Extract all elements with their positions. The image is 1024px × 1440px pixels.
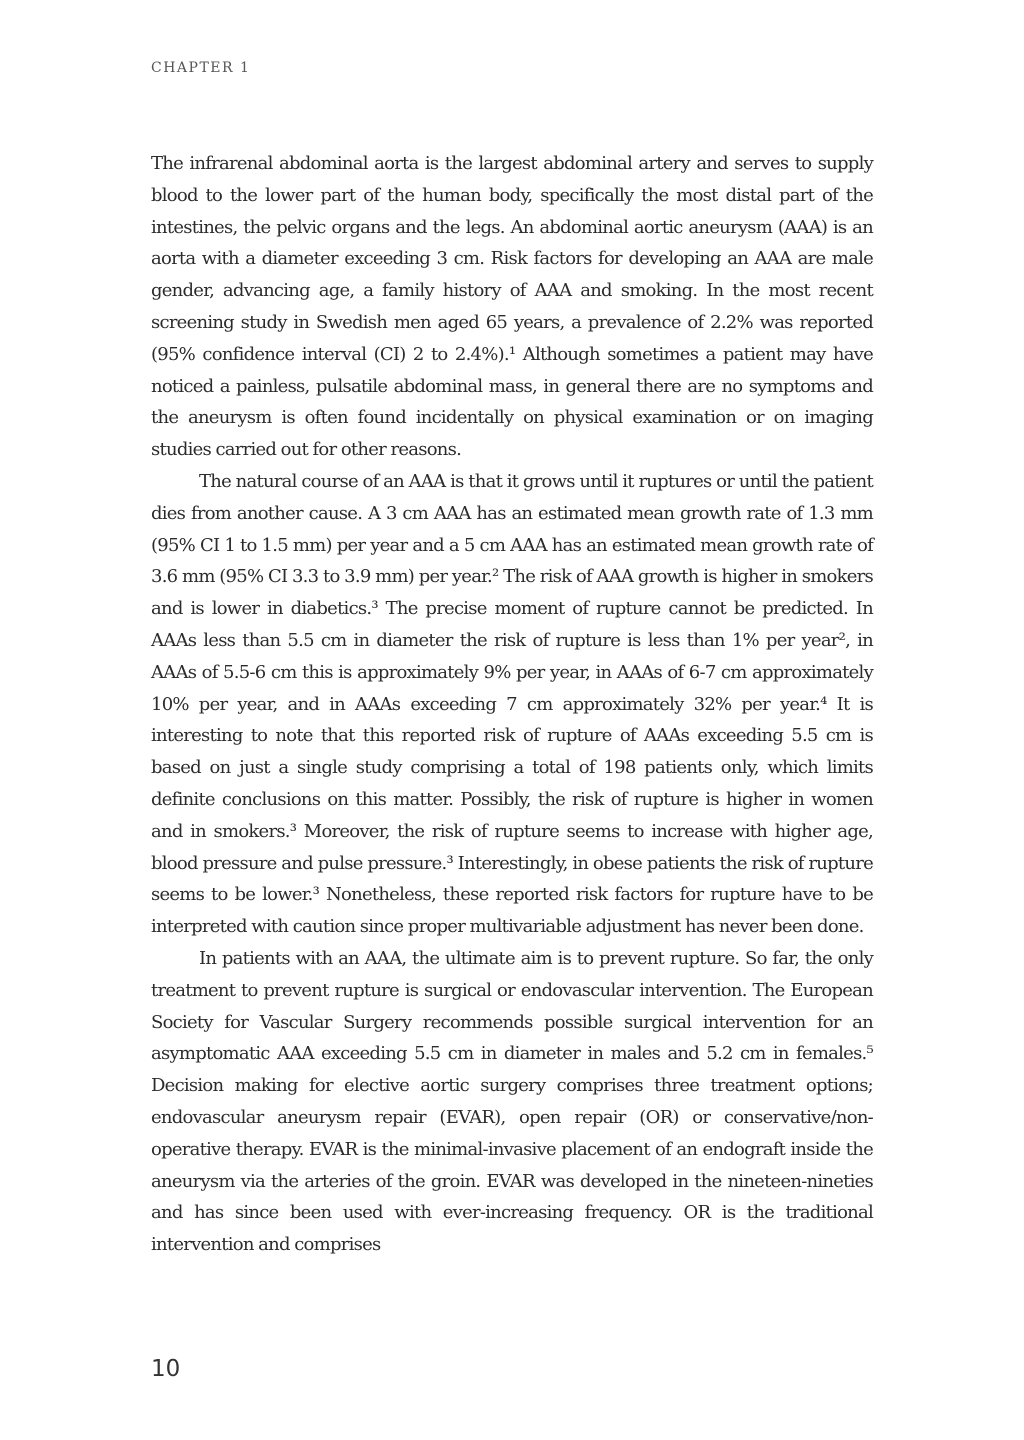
paragraph-1: The infrarenal abdominal aorta is the largest abdominal artery and serves to supply blood to the lower part of the human body, specifically the most distal part of the intestines, the pelvic organs and the legs. An abdominal aortic aneurysm (AAA) is an aorta with a diameter exceeding 3 cm. Risk factors for developing an AAA are male gender, advancing age, a family history of AAA and smoking. In the most recent screening study in Swedish men aged 65 years, a prevalence of 2.2% was reported (95% confidence interval (CI) 2 to 2.4%).¹ Although sometimes a patient may have noticed a painless, pulsatile abdominal mass, in general there are no symptoms and the aneurysm is often found incidentally on physical examination or on imaging studies carried out for other reasons. [151,153,873,461]
running-head: CHAPTER 1 [151,60,251,76]
body-text [151,148,873,1261]
paragraph-2: The natural course of an AAA is that it grows until it ruptures or until the patient dies from another cause. A 3 cm AAA has an estimated mean growth rate of 1.3 mm (95% CI 1 to 1.5 mm) per year and a 5 cm AAA has an estimated mean growth rate of 3.6 mm (95% CI 3.3 to 3.9 mm) per year.² The risk of AAA growth is higher in smokers and is lower in diabetics.³ The precise moment of rupture cannot be predicted. In AAAs less than 5.5 cm in diameter the risk of rupture is less than 1% per year², in AAAs of 5.5-6 cm this is approximately 9% per year, in AAAs of 6-7 cm approximately 10% per year, and in AAAs exceeding 7 cm approximately 32% per year.⁴ It is interesting to note that this reported risk of rupture of AAAs exceeding 5.5 cm is based on just a single study comprising a total of 198 patients only, which limits definite conclusions on this matter. Possibly, the risk of rupture is higher in women and in smokers.³ Moreover, the risk of rupture seems to increase with higher age, blood pressure and pulse pressure.³ Interestingly, in obese patients the risk of rupture seems to be lower.³ Nonetheless, these reported risk factors for rupture have to be interpreted with caution since proper multivariable adjustment has never been done. [151,470,873,938]
page-number: 10 [151,1356,181,1382]
paragraph-3: In patients with an AAA, the ultimate aim is to prevent rupture. So far, the only treatment to prevent rupture is surgical or endovascular intervention. The European Society for Vascular Surgery recommends possible surgical intervention for an asymptomatic AAA exceeding 5.5 cm in diameter in males and 5.2 cm in females.⁵ Decision making for elective aortic surgery comprises three treatment options; endovascular aneurysm repair (EVAR), open repair (OR) or conservative/non-operative therapy. EVAR is the minimal-invasive placement of an endograft inside the aneurysm via the arteries of the groin. EVAR was developed in the nineteen-nineties and has since been used with ever-increasing frequency. OR is the traditional intervention and comprises [151,947,873,1256]
